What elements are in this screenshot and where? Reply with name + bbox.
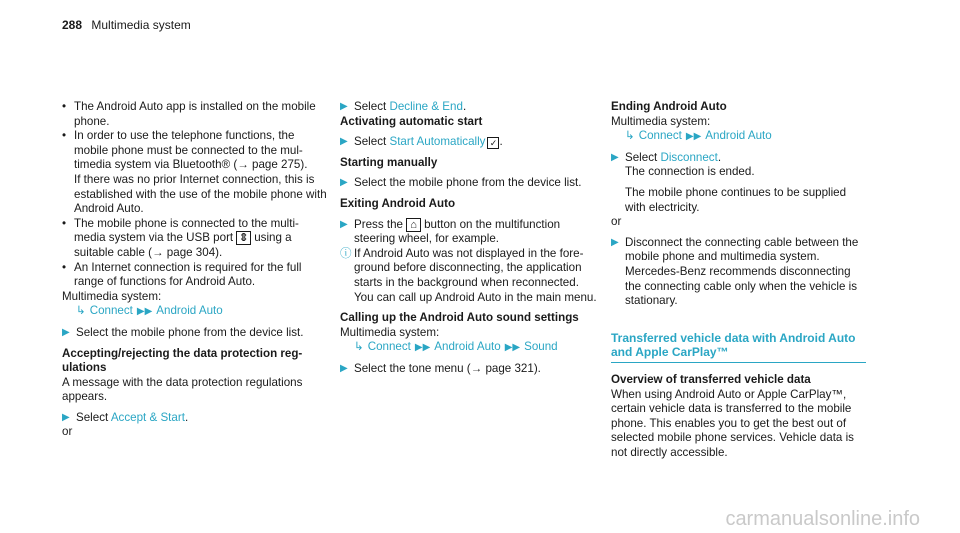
result-text: The mobile phone continues to be supplied with electricity. [625,185,847,214]
step: ▶ Select Start Automatically ✓ . [340,135,503,149]
column-2 [340,100,600,377]
menu-path [62,304,327,320]
usb-port-icon: ꗊ [236,231,251,245]
step: ▶ Press the ⌂ button on the multifunction steering wheel, for example. [340,217,561,246]
step-arrow-icon: ▶ [62,411,70,423]
result-text: The connection is ended. [625,165,755,179]
decline-end-link[interactable]: Decline & End [389,100,463,113]
step: ▶ Select the tone menu (→ page 321). [340,361,541,375]
step: ▶ Select the mobile phone from the device list. [340,176,582,190]
path-android-auto[interactable]: Android Auto [705,129,772,143]
step-arrow-icon: ▶ [62,326,70,338]
or-text: or [62,425,73,439]
heading-manual: Starting manually [340,155,438,169]
start-automatically-link[interactable]: Start Automatically [389,135,486,149]
step-arrow-icon: ▶ [340,136,348,148]
path-separator-icon: ▶▶ [504,342,521,354]
disconnect-link[interactable]: Disconnect [660,150,718,164]
path-start-icon: ↳ [76,304,86,318]
accept-start-link[interactable]: Accept & Start [110,410,185,424]
step-arrow-icon: ▶ [340,362,348,374]
menu-path [340,340,600,356]
heading-overview: Overview of transferred vehicle data [611,372,811,386]
path-android-auto[interactable]: Android Auto [434,340,501,354]
path-android-auto[interactable]: Android Auto [156,304,223,318]
step-arrow-icon: ▶ [340,101,348,112]
column-3 [611,100,866,460]
heading-exit: Exiting Android Auto [340,196,456,210]
overview-text: When using Android Auto or Apple CarPlay™, certain vehicle data is transferred to the mobile phone. This enables you to get the best out of selected mobile phone services. Vehicle data is not directly accessible. [611,387,854,459]
list-item-continuation: If there was no prior Internet connection, this is established with the use of the mobile phone with Android Auto. [74,172,327,216]
list-item: • The mobile phone is connected to the multi- media system via the USB port ꗊ using a suitable cable (→ page 304). [62,216,299,259]
menu-path [611,129,866,145]
or-text: or [611,215,622,229]
step-arrow-icon: ▶ [611,151,619,163]
info-icon: ⓘ [340,246,352,260]
step-arrow-icon: ▶ [340,177,348,189]
heading-auto-start: Activating automatic start [340,114,483,128]
path-separator-icon: ▶▶ [685,131,702,143]
heading-sound: Calling up the Android Auto sound settings [340,311,579,325]
section-title: Multimedia system [91,18,191,32]
list-item: • An Internet connection is required for the full range of functions for Android Auto. [62,260,302,289]
path-sound[interactable]: Sound [524,340,558,354]
multimedia-label: Multimedia system: [340,325,440,339]
heading-accept: Accepting/rejecting the data protection reg- ulations [62,346,303,375]
step-arrow-icon: ▶ [611,236,619,248]
page-number: 288 [62,18,83,32]
list-item: • In order to use the telephone functions, the mobile phone must be connected to the mul- timedia system via Bluetooth® (→ page 275). [62,129,308,172]
step-arrow-icon: ▶ [340,218,348,230]
column-1 [62,100,327,440]
checkbox-icon: ✓ [487,137,499,149]
path-connect[interactable]: Connect [367,340,411,354]
multimedia-label: Multimedia system: [611,114,711,128]
heading-ending: Ending Android Auto [611,100,727,113]
accept-text: A message with the data protection regulations appears. [62,375,303,404]
watermark: carmanualsonline.info [725,508,920,531]
step: ▶ Select Accept & Start. [62,410,189,424]
path-start-icon: ↳ [354,340,364,354]
step: ▶ Select Decline & End. [340,100,467,113]
step: ▶ Disconnect the connecting cable between the mobile phone and multimedia system. Mercedes-Benz recommends disconnecting the connecting cable only when the vehicle is stationary. [611,235,859,308]
multimedia-label: Multimedia system: [62,289,162,303]
step: ▶ Select the mobile phone from the device list. [62,325,304,339]
path-separator-icon: ▶▶ [414,342,431,354]
step: ▶ Select Disconnect. [611,150,722,164]
path-connect[interactable]: Connect [89,304,133,318]
section-heading-transfer: Transferred vehicle data with Android Auto and Apple CarPlay™ [611,331,866,363]
list-item: • The Android Auto app is installed on the mobile phone. [62,100,316,128]
path-connect[interactable]: Connect [638,129,682,143]
info-note: ⓘ If Android Auto was not displayed in the fore- ground before disconnecting, the application starts in the background when reconnected. You can call up Android Auto in the main menu. [340,246,597,304]
path-separator-icon: ▶▶ [136,306,153,318]
page-header [62,18,191,33]
home-icon: ⌂ [406,218,421,232]
path-start-icon: ↳ [625,129,635,143]
